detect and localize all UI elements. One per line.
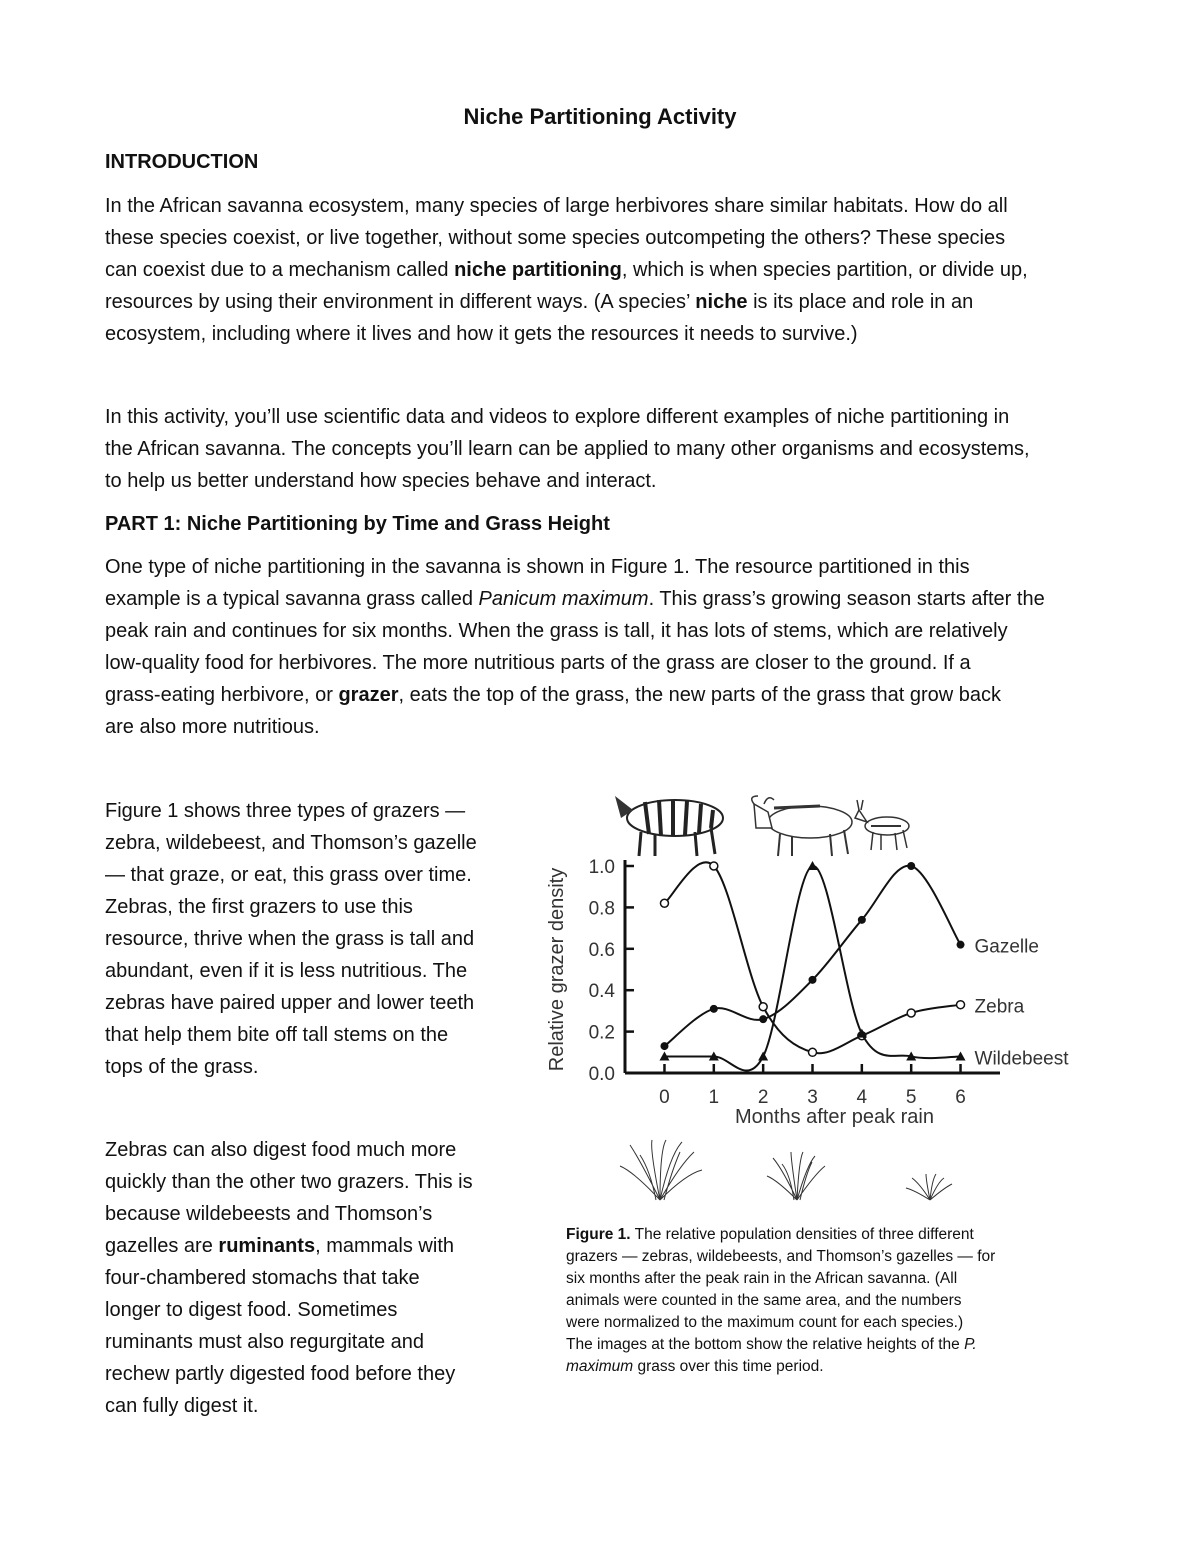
x-tick-label: 2: [757, 1087, 769, 1108]
short-grass-illustration: [906, 1174, 952, 1200]
zebra-point: [809, 1048, 817, 1056]
gazelle-point: [759, 1015, 767, 1023]
zebra-line: [664, 862, 960, 1053]
x-tick-label: 3: [807, 1087, 818, 1108]
text-line: because wildebeests and Thomson’s: [105, 1203, 433, 1225]
text-line: peak rain and continues for six months. When the grass is tall, it has lots of stems, which are relatively: [105, 620, 1008, 642]
term-niche: niche: [695, 291, 748, 313]
tall-grass-illustration: [620, 1140, 702, 1200]
x-tick-label: 4: [856, 1087, 868, 1108]
y-tick-label: 0.6: [588, 939, 615, 961]
part1-heading: PART 1: Niche Partitioning by Time and Grass Height: [105, 513, 610, 535]
gazelle-illustration: [855, 800, 909, 850]
text-line: Zebras, the first grazers to use this: [105, 896, 413, 918]
y-tick-label: 1.0: [588, 857, 615, 878]
gazelle-point: [858, 916, 866, 924]
text-line: these species coexist, or live together, without some species outcompeting the others? These species: [105, 227, 1006, 249]
text-line: One type of niche partitioning in the savanna is shown in Figure 1. The resource partitioned in this: [105, 556, 970, 578]
text-line: the African savanna. The concepts you’ll learn can be applied to many other organisms and ecosystems,: [105, 438, 1030, 460]
text-line: — that graze, or eat, this grass over time.: [105, 864, 472, 886]
gazelle-point: [957, 941, 965, 949]
y-tick-label: 0.2: [588, 1022, 615, 1044]
zebra-point: [660, 899, 668, 907]
text-line: zebras have paired upper and lower teeth: [105, 992, 475, 1014]
figure-1-caption: Figure 1. The relative population densities of three different grazers — zebras, wildebeests, and Thomson’s gazelles — for six months after the peak rain in the African savanna. (All animals were counted in the same area, and the numbers were normalized to the maximum count for each species.) The images at the bottom show the relative heights of the P. maximum grass over this time period.: [566, 1226, 996, 1375]
text-line: can coexist due to a mechanism called niche partitioning, which is when species partition, or divide up,: [105, 259, 1028, 281]
term-ruminants: ruminants: [218, 1235, 316, 1257]
y-axis-label: Relative grazer density: [546, 867, 568, 1072]
term-grazer: grazer: [338, 684, 399, 706]
text-line: are also more nutritious.: [105, 716, 320, 738]
x-tick-label: 5: [905, 1087, 917, 1108]
text-line: example is a typical savanna grass called Panicum maximum. This grass’s growing season starts after the: [105, 588, 1045, 610]
text-line: can fully digest it.: [105, 1395, 259, 1417]
caption-lead: Figure 1.: [566, 1226, 631, 1243]
wildebeest-point: [808, 861, 818, 870]
gazelle-point: [809, 976, 817, 984]
term-niche-partitioning: niche partitioning: [454, 259, 622, 281]
text-line: longer to digest food. Sometimes: [105, 1299, 398, 1321]
text-line: resources by using their environment in different ways. (A species’ niche is its place and role in an: [105, 291, 974, 313]
intro-heading: INTRODUCTION: [105, 151, 259, 173]
zebra-legend-label: Zebra: [974, 996, 1025, 1018]
gazelle-line: [664, 866, 960, 1046]
chart-axes: [625, 860, 1000, 1073]
text-line: gazelles are ruminants, mammals with: [105, 1235, 454, 1257]
y-tick-label: 0.4: [588, 981, 615, 1003]
medium-grass-illustration: [767, 1152, 825, 1200]
zebra-point: [759, 1003, 767, 1011]
species-name: Panicum maximum: [478, 588, 649, 610]
x-tick-label: 1: [708, 1087, 720, 1108]
text-line: ecosystem, including where it lives and how it gets the resources it needs to survive.): [105, 323, 858, 345]
text-line: that help them bite off tall stems on the: [105, 1024, 449, 1046]
gazelle-point: [710, 1005, 718, 1013]
text-line: rechew partly digested food before they: [105, 1363, 456, 1385]
wildebeest-line: [664, 866, 960, 1071]
zebra-point: [710, 862, 718, 870]
zebra-point: [957, 1001, 965, 1009]
x-tick-label: 6: [955, 1087, 966, 1108]
gazelle-point: [907, 862, 915, 870]
text-line: grass-eating herbivore, or grazer, eats the top of the grass, the new parts of the grass that grow back: [105, 684, 1002, 706]
page-title: Niche Partitioning Activity: [463, 104, 737, 129]
figure-1-chart: [535, 780, 1075, 1210]
text-line: four-chambered stomachs that take: [105, 1267, 420, 1289]
text-line: Figure 1 shows three types of grazers —: [105, 800, 466, 822]
zebra-point: [907, 1009, 915, 1017]
x-axis-label: Months after peak rain: [735, 1106, 934, 1128]
chart-series: [659, 861, 965, 1071]
gazelle-point: [660, 1042, 668, 1050]
wildebeest-legend-label: Wildebeest: [974, 1048, 1069, 1070]
text-line: to help us better understand how species behave and interact.: [105, 470, 657, 492]
gazelle-legend-label: Gazelle: [974, 936, 1039, 958]
text-line: abundant, even if it is less nutritious. The: [105, 960, 468, 982]
x-tick-label: 0: [659, 1087, 670, 1108]
text-line: Zebras can also digest food much more: [105, 1139, 457, 1161]
text-line: In the African savanna ecosystem, many species of large herbivores share similar habitats. How do all: [105, 195, 1008, 217]
wildebeest-illustration: [752, 796, 852, 856]
y-tick-label: 0.8: [588, 898, 615, 920]
text-line: tops of the grass.: [105, 1056, 259, 1078]
y-tick-label: 0.0: [588, 1064, 615, 1085]
zebra-illustration: [615, 796, 723, 856]
text-line: zebra, wildebeest, and Thomson’s gazelle: [105, 832, 477, 854]
text-line: low-quality food for herbivores. The more nutritious parts of the grass are closer to the ground. If a: [105, 652, 971, 674]
wildebeest-point: [758, 1051, 768, 1060]
text-line: In this activity, you’ll use scientific data and videos to explore different examples of niche partitioning in: [105, 406, 1010, 428]
text-line: ruminants must also regurgitate and: [105, 1331, 425, 1353]
text-line: quickly than the other two grazers. This is: [105, 1171, 473, 1193]
text-line: resource, thrive when the grass is tall and: [105, 928, 475, 950]
